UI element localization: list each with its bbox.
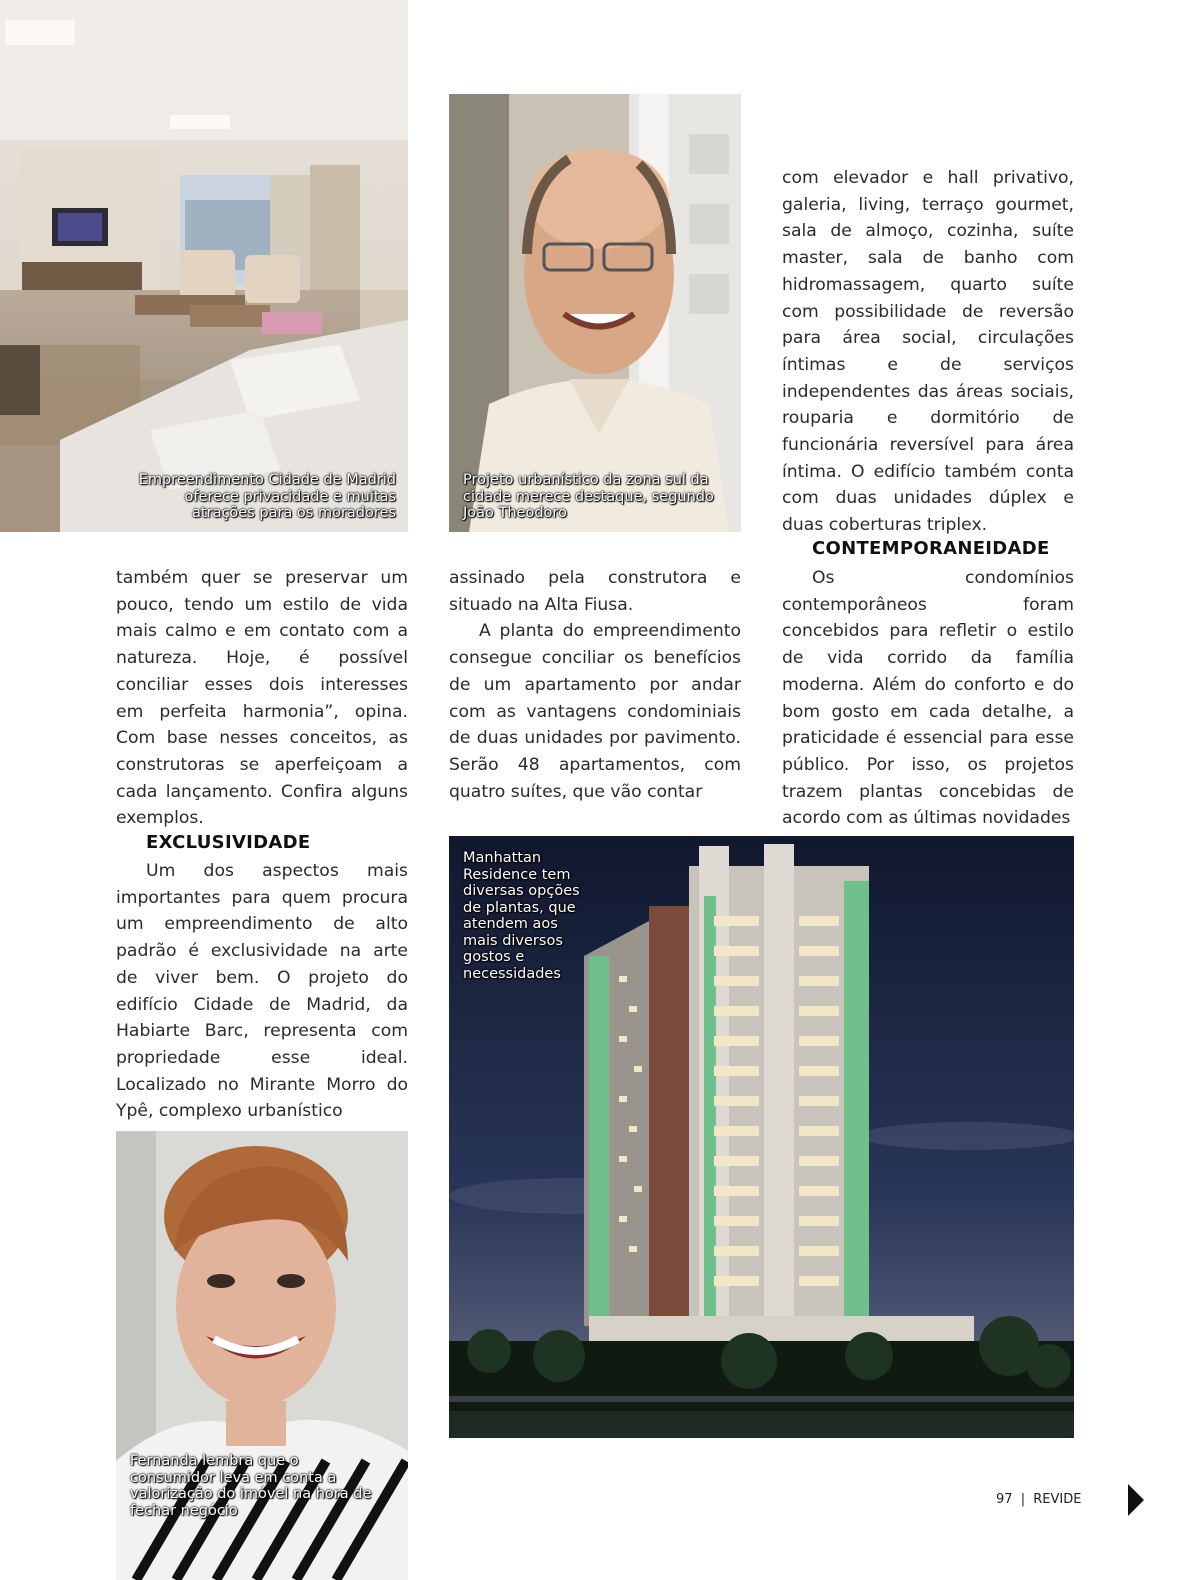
column-one-top-text <box>116 565 408 832</box>
column-one-exclusividade-text <box>116 858 408 1125</box>
fernanda-caption: Fernanda lembra que o consumidor leva em conta a valorização do imóvel na hora de fechar negócio <box>130 1453 372 1519</box>
joao-portrait-photo <box>449 94 741 532</box>
page-footer <box>996 1492 1081 1507</box>
paragraph: Os condomínios contemporâneos foram concebidos para refletir o estilo de vida corrido da família moderna. Além do conforto e do bom gosto em cada detalhe, a praticidade é essencial para esse público. Por isso, os projetos trazem plantas concebidas de acordo com as últimas novidades <box>782 568 1074 829</box>
paragraph: A planta do empreendimento consegue conciliar os benefícios de um apartamento por andar com as vantagens condominiais de duas unidades por pavimento. Serão 48 apartamentos, com quatro suítes, que vão contar <box>449 621 741 802</box>
footer-separator: | <box>1020 1492 1026 1507</box>
living-room-illustration <box>0 0 408 532</box>
column-three-contemporaneidade-text <box>782 565 1074 832</box>
paragraph: assinado pela construtora e situado na Alta Fiusa. <box>449 568 741 615</box>
section-heading-exclusividade: EXCLUSIVIDADE <box>146 832 311 853</box>
magazine-name: REVIDE <box>1033 1492 1082 1507</box>
page-number: 97 <box>996 1492 1013 1507</box>
joao-caption: Projeto urbanístico da zona sul da cidade merece destaque, segundo João Theodoro <box>463 472 714 521</box>
manhattan-caption: Manhattan Residence tem diversas opções de plantas, que atendem aos mais diversos gostos e necessidades <box>463 850 580 982</box>
living-room-caption: Empreendimento Cidade de Madrid oferece privacidade e muitas atrações para os moradores <box>138 472 396 521</box>
paragraph: também quer se preservar um pouco, tendo um estilo de vida mais calmo e em contato com a natureza. Hoje, é possível conciliar esses dois interesses em perfeita harmonia”, opina. Com base nesses conceitos, as construtoras se aperfeiçoam a cada lançamento. Confira alguns exemplos. <box>116 568 408 829</box>
paragraph: com elevador e hall privativo, galeria, living, terraço gourmet, sala de almoço, cozinha, suíte master, sala de banho com hidromassagem, quarto suíte com possibilidade de reversão para área social, circulações íntimas e de serviços independentes das áreas sociais, rouparia e dormitório de funcionária reversível para área íntima. O edifício também conta com duas unidades dúplex e duas coberturas triplex. <box>782 168 1074 536</box>
column-three-top-text <box>782 165 1074 539</box>
section-heading-contemporaneidade: CONTEMPORANEIDADE <box>812 538 1050 559</box>
living-room-photo <box>0 0 408 532</box>
next-page-arrow-icon[interactable] <box>1128 1484 1144 1516</box>
column-two-text <box>449 565 741 805</box>
man-portrait-illustration <box>449 94 741 532</box>
paragraph: Um dos aspectos mais importantes para quem procura um empreendimento de alto padrão é exclusividade na arte de viver bem. O projeto do edifício Cidade de Madrid, da Habiarte Barc, representa com propriedade esse ideal. Localizado no Mirante Morro do Ypê, complexo urbanístico <box>116 861 408 1122</box>
